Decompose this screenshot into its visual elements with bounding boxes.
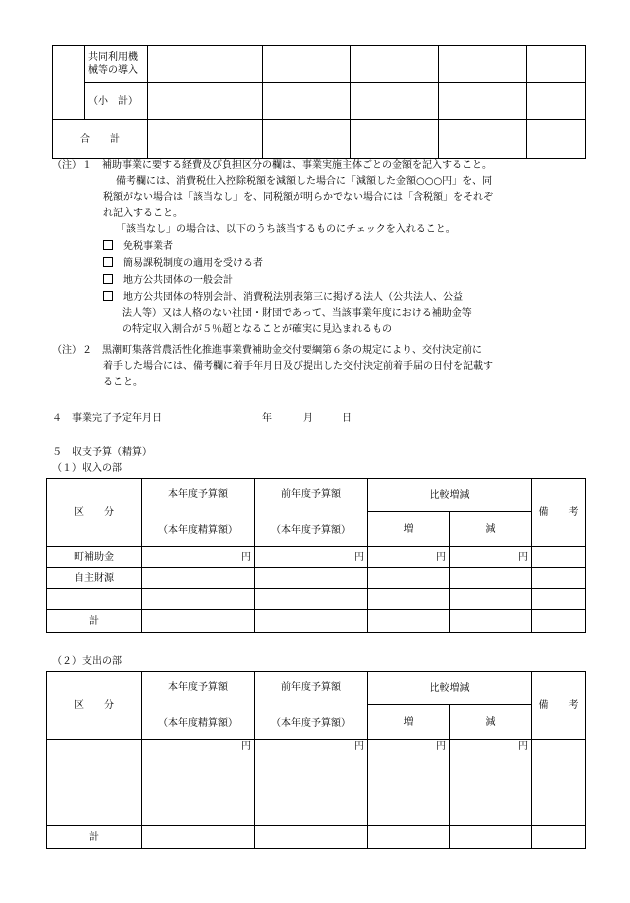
expense-title: （２）支出の部: [52, 656, 122, 667]
unit-label: 円: [368, 740, 450, 826]
unit-label: 円: [450, 547, 532, 568]
column-header: 備 考: [532, 672, 586, 740]
column-header: 前年度予算額 （本年度予算額）: [255, 672, 368, 740]
unit-label: 円: [450, 740, 532, 826]
day-label: 日: [342, 413, 352, 424]
column-header: 備 考: [532, 479, 586, 547]
row-label: 計: [47, 826, 142, 849]
total-label: 合 計: [53, 120, 148, 159]
note-2-text: ること。: [103, 377, 143, 388]
income-title: （１）収入の部: [52, 463, 122, 474]
unit-label: 円: [255, 547, 368, 568]
expense-burden-table: [52, 45, 586, 159]
month-label: 月: [303, 413, 313, 424]
checkbox[interactable]: [103, 291, 113, 301]
year-label: 年: [262, 413, 272, 424]
column-header: 比較増減: [368, 672, 532, 705]
completion-date-label: ４ 事業完了予定年月日: [52, 413, 162, 424]
note-1-text: 「該当なし」の場合は、以下のうち該当するものにチェックを入れること。: [116, 224, 456, 235]
column-header: 減: [450, 705, 532, 740]
column-header: 減: [450, 512, 532, 547]
row-label: 自主財源: [47, 568, 142, 589]
checkbox-item[interactable]: 簡易課税制度の適用を受ける者: [103, 256, 263, 271]
checkbox-item[interactable]: 地方公共団体の一般会計: [103, 273, 233, 288]
table-cell: [53, 46, 85, 120]
unit-label: 円: [368, 547, 450, 568]
checkbox[interactable]: [103, 274, 113, 284]
unit-label: 円: [142, 740, 255, 826]
budget-section-title: ５ 収支予算（精算）: [52, 447, 152, 458]
checkbox-item[interactable]: 免税事業者: [103, 239, 173, 254]
note-2-text: 着手した場合には、備考欄に着手年月日及び提出した交付決定前着手届の日付を記載す: [103, 361, 493, 372]
row-label: 計: [47, 610, 142, 633]
checkbox[interactable]: [103, 240, 113, 250]
unit-label: 円: [142, 547, 255, 568]
note-1-text: 備考欄には、消費税仕入控除税額を減額した場合に「減額した金額○○○円」を、同: [116, 176, 493, 187]
checkbox-item[interactable]: 地方公共団体の特別会計、消費税法別表第三に掲げる法人（公共法人、公益: [103, 290, 463, 305]
row-label: [47, 589, 142, 610]
checkbox-item-text: の特定収入割合が５％超となることが確実に見込まれるもの: [122, 324, 392, 335]
income-table: [46, 478, 586, 633]
item-label: 共同利用機械等の導入: [85, 46, 148, 83]
checkbox-item-text: 法人等）又は人格のない社団・財団であって、当該事業年度における補助金等: [122, 308, 472, 319]
column-header: 区 分: [47, 672, 142, 740]
column-header: 比較増減: [368, 479, 532, 512]
column-header: 本年度予算額 （本年度精算額）: [142, 672, 255, 740]
note-1-heading: （注）１ 補助事業に要する経費及び負担区分の欄は、事業実施主体ごとの金額を記入すること。: [52, 160, 492, 171]
row-label: 町補助金: [47, 547, 142, 568]
note-2-heading: （注）２ 黒潮町集落営農活性化推進事業費補助金交付要綱第６条の規定により、交付決定前に: [52, 345, 482, 356]
note-1-text: れ記入すること。: [103, 208, 183, 219]
expense-table: [46, 671, 586, 849]
column-header: 前年度予算額 （本年度予算額）: [255, 479, 368, 547]
column-header: 増: [368, 705, 450, 740]
unit-label: 円: [255, 740, 368, 826]
column-header: 区 分: [47, 479, 142, 547]
note-1-text: 税額がない場合は「該当なし」を、同税額が明らかでない場合には「含税額」をそれぞ: [103, 192, 493, 203]
checkbox[interactable]: [103, 257, 113, 267]
subtotal-label: （小 計）: [85, 83, 148, 120]
column-header: 本年度予算額 （本年度精算額）: [142, 479, 255, 547]
column-header: 増: [368, 512, 450, 547]
